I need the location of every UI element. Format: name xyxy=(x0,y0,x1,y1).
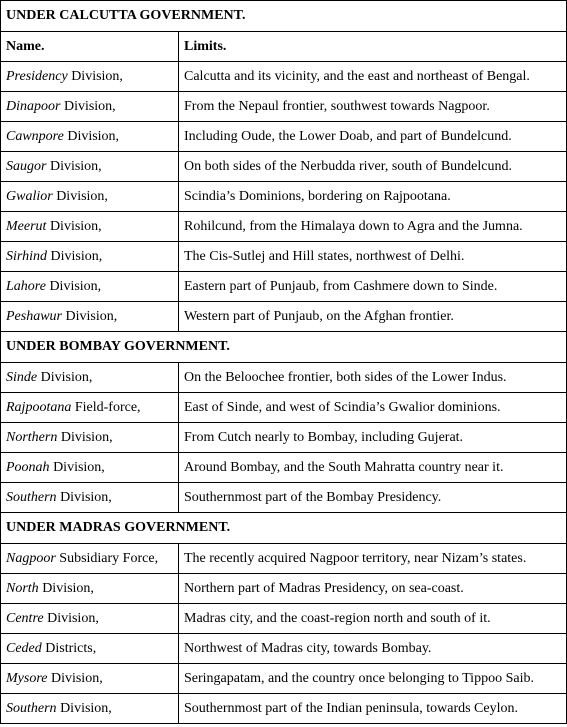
division-limits-cell: East of Sinde, and west of Scindia’s Gwalior dominions. xyxy=(179,393,567,423)
table-row xyxy=(1,242,567,272)
division-name-italic: Gwalior xyxy=(6,188,53,204)
table-row xyxy=(1,604,567,634)
division-name-cell xyxy=(1,574,179,604)
division-name-suffix: Division, xyxy=(57,429,113,445)
division-name-italic: Sinde xyxy=(6,369,38,385)
division-name-italic: Northern xyxy=(6,429,58,445)
division-name-suffix: Division, xyxy=(46,218,102,234)
division-name-cell xyxy=(1,363,179,393)
division-limits-cell: Calcutta and its vicinity, and the east and northeast of Bengal. xyxy=(179,62,567,92)
division-name-suffix: Division, xyxy=(37,369,93,385)
division-limits-cell: Western part of Punjaub, on the Afghan frontier. xyxy=(179,302,567,332)
division-name-suffix: Division, xyxy=(56,700,112,716)
division-limits-cell: Rohilcund, from the Himalaya down to Agra and the Jumna. xyxy=(179,212,567,242)
table-row xyxy=(1,152,567,182)
division-name-suffix: Division, xyxy=(47,670,103,686)
division-name-suffix: Division, xyxy=(46,248,103,264)
division-limits-cell: Southernmost part of the Indian peninsula, towards Ceylon. xyxy=(179,694,567,724)
table-row xyxy=(1,423,567,453)
division-name-cell xyxy=(1,122,179,152)
division-limits-cell: From Cutch nearly to Bombay, including Gujerat. xyxy=(179,423,567,453)
section-heading-row xyxy=(1,513,567,544)
division-name-cell xyxy=(1,152,179,182)
division-limits-cell: Scindia’s Dominions, bordering on Rajpootana. xyxy=(179,182,567,212)
division-name-suffix: Division, xyxy=(62,308,118,324)
division-limits-cell: The Cis-Sutlej and Hill states, northwest of Delhi. xyxy=(179,242,567,272)
section-heading-row xyxy=(1,332,567,363)
division-name-italic: Mysore xyxy=(6,670,48,686)
division-limits-cell: Around Bombay, and the South Mahratta country near it. xyxy=(179,453,567,483)
column-header-row xyxy=(1,32,567,62)
section-heading-row xyxy=(1,1,567,32)
division-name-cell xyxy=(1,634,179,664)
division-name-cell xyxy=(1,62,179,92)
division-name-italic: Presidency xyxy=(6,68,68,84)
division-limits-cell: Including Oude, the Lower Doab, and part of Bundelcund. xyxy=(179,122,567,152)
division-name-cell xyxy=(1,92,179,122)
section-heading: UNDER MADRAS GOVERNMENT. xyxy=(1,513,567,544)
division-limits-cell: On the Beloochee frontier, both sides of the Lower Indus. xyxy=(179,363,567,393)
division-name-cell xyxy=(1,483,179,513)
division-name-italic: Peshawur xyxy=(6,308,62,324)
division-name-italic: Southern xyxy=(6,489,57,505)
division-name-italic: Southern xyxy=(6,700,57,716)
division-name-suffix: Division, xyxy=(52,188,108,204)
division-name-cell xyxy=(1,182,179,212)
division-name-suffix: Division, xyxy=(63,128,120,144)
table-row xyxy=(1,544,567,574)
division-name-italic: Poonah xyxy=(6,459,50,475)
table-row xyxy=(1,212,567,242)
division-name-cell xyxy=(1,694,179,724)
division-name-italic: Meerut xyxy=(6,218,47,234)
division-name-italic: Cawnpore xyxy=(6,128,64,144)
division-name-cell xyxy=(1,393,179,423)
division-name-suffix: Field-force, xyxy=(71,399,141,415)
table-row xyxy=(1,92,567,122)
section-heading: UNDER CALCUTTA GOVERNMENT. xyxy=(1,1,567,32)
division-name-italic: Centre xyxy=(6,610,44,626)
division-name-cell xyxy=(1,212,179,242)
division-name-cell xyxy=(1,544,179,574)
division-name-suffix: Division, xyxy=(67,68,123,84)
division-name-suffix: Division, xyxy=(56,489,112,505)
division-name-italic: Sirhind xyxy=(6,248,47,264)
column-header-limits: Limits. xyxy=(179,32,567,62)
division-name-italic: Nagpoor xyxy=(6,550,56,566)
table-row xyxy=(1,664,567,694)
table-row xyxy=(1,694,567,724)
division-limits-cell: The recently acquired Nagpoor territory, near Nizam’s states. xyxy=(179,544,567,574)
division-name-suffix: Division, xyxy=(45,278,102,294)
division-name-cell xyxy=(1,453,179,483)
table-row xyxy=(1,634,567,664)
division-name-suffix: Subsidiary Force, xyxy=(55,550,159,566)
division-name-suffix: Division, xyxy=(60,98,116,114)
division-name-cell xyxy=(1,242,179,272)
table-row xyxy=(1,393,567,423)
section-heading: UNDER BOMBAY GOVERNMENT. xyxy=(1,332,567,363)
division-name-cell xyxy=(1,664,179,694)
division-limits-cell: Northwest of Madras city, towards Bombay. xyxy=(179,634,567,664)
division-name-suffix: Districts, xyxy=(41,640,97,656)
division-name-suffix: Division, xyxy=(38,580,94,596)
division-name-cell xyxy=(1,423,179,453)
division-name-italic: North xyxy=(6,580,39,596)
division-name-suffix: Division, xyxy=(46,158,102,174)
table-row xyxy=(1,62,567,92)
table-row xyxy=(1,574,567,604)
table-row xyxy=(1,302,567,332)
division-name-italic: Lahore xyxy=(6,278,46,294)
division-name-suffix: Division, xyxy=(49,459,105,475)
division-limits-cell: Southernmost part of the Bombay Presidency. xyxy=(179,483,567,513)
table-row xyxy=(1,483,567,513)
division-name-cell xyxy=(1,604,179,634)
table-row xyxy=(1,182,567,212)
table-row xyxy=(1,122,567,152)
division-limits-cell: From the Nepaul frontier, southwest towards Nagpoor. xyxy=(179,92,567,122)
divisions-table-body xyxy=(1,1,567,724)
division-name-italic: Saugor xyxy=(6,158,47,174)
division-limits-cell: Madras city, and the coast-region north and south of it. xyxy=(179,604,567,634)
division-limits-cell: Northern part of Madras Presidency, on sea-coast. xyxy=(179,574,567,604)
table-row xyxy=(1,272,567,302)
division-name-italic: Ceded xyxy=(6,640,42,656)
table-row xyxy=(1,453,567,483)
division-name-italic: Dinapoor xyxy=(6,98,61,114)
division-name-cell xyxy=(1,302,179,332)
table-row xyxy=(1,363,567,393)
division-limits-cell: On both sides of the Nerbudda river, south of Bundelcund. xyxy=(179,152,567,182)
division-name-italic: Rajpootana xyxy=(6,399,72,415)
division-limits-cell: Seringapatam, and the country once belonging to Tippoo Saib. xyxy=(179,664,567,694)
division-name-suffix: Division, xyxy=(43,610,99,626)
division-name-cell xyxy=(1,272,179,302)
division-limits-cell: Eastern part of Punjaub, from Cashmere down to Sinde. xyxy=(179,272,567,302)
column-header-name: Name. xyxy=(1,32,179,62)
